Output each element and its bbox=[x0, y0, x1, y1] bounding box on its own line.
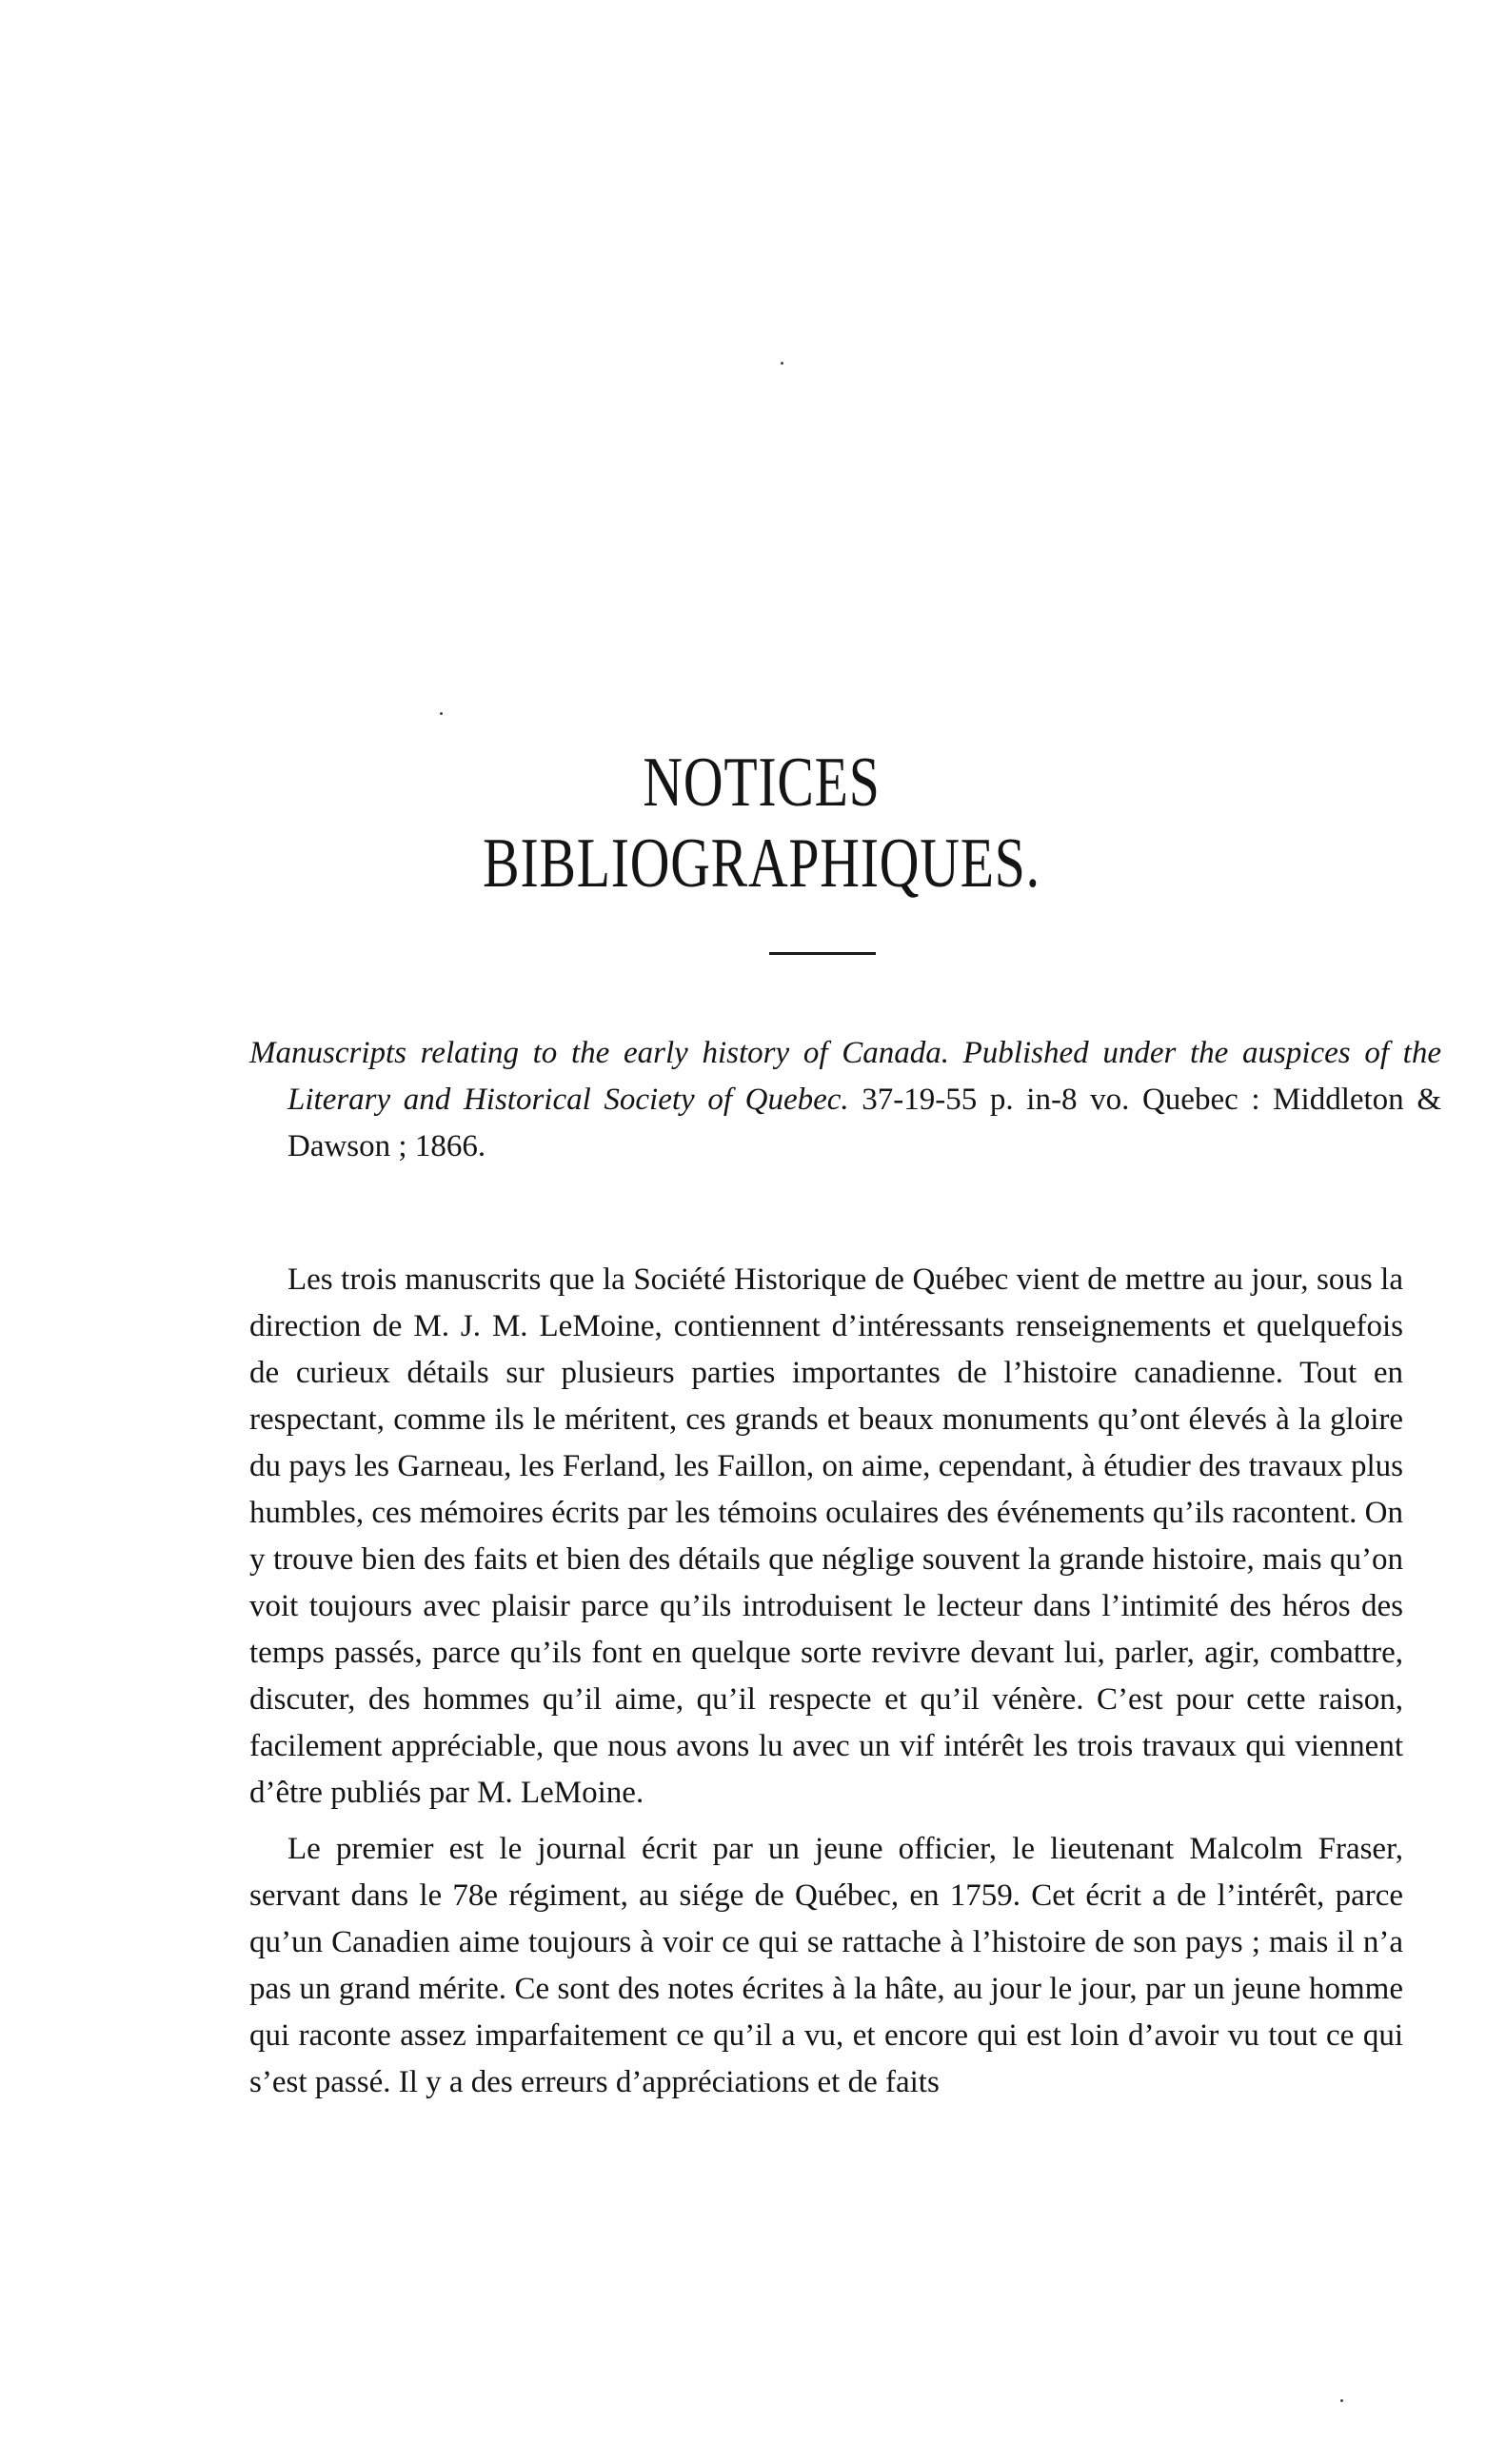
bibliographic-citation bbox=[249, 1030, 1441, 1170]
paragraph-2: Le premier est le journal écrit par un jeune officier, le lieutenant Malcolm Fraser, servant dans le 78e régiment, au siége de Québec, en 1759. Cet écrit a de l’intérêt, parce qu’un Canadien aime toujours à voir ce qui se rattache à l’histoire de son pays ; mais il n’a pas un grand mérite. Ce sont des notes écrites à la hâte, au jour le jour, par un jeune homme qui raconte assez imparfaitement ce qu’il a vu, et encore qui est loin d’avoir vu tout ce qui s’est passé. Il y a des erreurs d’appréciations et de faits bbox=[249, 1832, 1403, 2099]
body-text bbox=[249, 1257, 1403, 2116]
scan-speck bbox=[440, 712, 443, 715]
title-separator-rule bbox=[769, 952, 876, 955]
document-title: NOTICES BIBLIOGRAPHIQUES. bbox=[483, 744, 1040, 903]
citation-details: 37-19-55 p. in-8 vo. Quebec : Middleton & Dawson ; 1866. bbox=[287, 1083, 1441, 1163]
scan-speck bbox=[1340, 2399, 1343, 2402]
paragraph-1: Les trois manuscrits que la Société Historique de Québec vient de mettre au jour, sous la direction de M. J. M. LeMoine, contiennent d’intéressants renseignements et quelquefois de curieux détails sur plusieurs parties importantes de l’histoire canadienne. Tout en respectant, comme ils le méritent, ces grands et beaux monuments qu’ont élevés à la gloire du pays les Garneau, les Ferland, les Faillon, on aime, cependant, à étudier des travaux plus humbles, ces mémoires écrits par les témoins oculaires des événements qu’ils racontent. On y trouve bien des faits et bien des détails que néglige souvent la grande histoire, mais qu’on voit toujours avec plaisir parce qu’ils introduisent le lecteur dans l’intimité des héros des temps passés, parce qu’ils font en quelque sorte revivre devant lui, parler, agir, combattre, discuter, des hommes qu’il aime, qu’il respecte et qu’il vénère. C’est pour cette raison, facilement appréciable, que nous avons lu avec un vif intérêt les trois travaux qui viennent d’être publiés par M. LeMoine. bbox=[249, 1262, 1403, 1810]
scan-speck bbox=[781, 362, 783, 365]
citation-title: Manuscripts relating to the early history of Canada. Published under the auspices of the Literary and Historical Society of Quebec. bbox=[249, 1036, 1441, 1117]
